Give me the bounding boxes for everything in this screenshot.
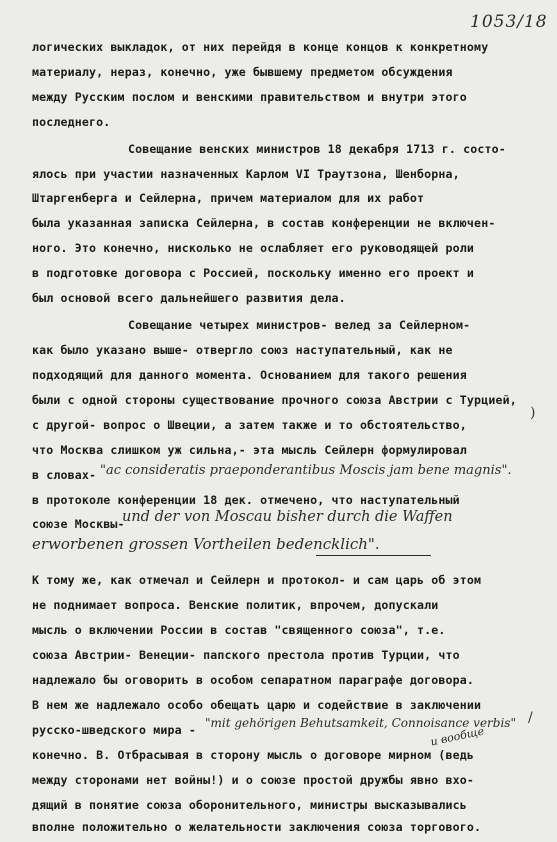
handwritten-german-quote: und der von Moscau bisher durch die Waffen [122,509,453,525]
text-line: ного. Это конечно, нисколько не ослабляет его руководящей роли [32,241,475,255]
text-line: мысль о включении России в состав "священного союза", т.е. [32,623,446,637]
text-line: был основой всего дальнейшего развития дела. [32,291,346,305]
text-line: материалу, нераз, конечно, уже бывшему предметом обсуждения [32,65,453,79]
text-line: К тому же, как отмечал и Сейлерн и протокол- и сам царь об этом [32,573,482,587]
text-line: что Москва слишком уж сильна,- эта мысль Сейлерн формулировал [32,443,467,457]
text-line: русско-шведского мира - [32,723,196,737]
handwritten-underline [316,555,431,556]
text-line: ялось при участии назначенных Карлом VI Траутзона, Шенборна, [32,167,460,181]
handwritten-german-quote: "mit gehörigen Behutsamkeit, Connoisance verbis" [205,716,516,730]
margin-mark: ) [530,405,536,421]
handwritten-german-quote: erworbenen grossen Vortheilen bedencklich". [32,535,380,553]
text-line: в протоколе конференции 18 дек. отмечено, что наступательный [32,493,460,507]
text-line: Штаргенберга и Сейлерна, причем материалом для их работ [32,191,425,205]
text-line: между сторонами нет войны!) и о союзе простой дружбы явно вхо- [32,773,475,787]
text-line: союзе Москвы- [32,517,125,531]
text-line: последнего. [32,115,111,129]
folio-number: 1053/18 [470,12,548,32]
handwritten-latin-quote: "ac consideratis praeponderantibus Moscis jam bene magnis". [100,463,512,478]
text-line: подходящий для данного момента. Основанием для такого решения [32,368,467,382]
text-line: вполне положительно о желательности заключения союза торгового. [32,820,482,834]
text-line: в подготовке договора с Россией, поскольку именно его проект и [32,266,475,280]
margin-mark: / [528,710,533,726]
text-line: не поднимает вопроса. Венские политик, впрочем, допускали [32,598,439,612]
handwritten-insertion: и вообще [429,724,486,749]
text-line: В нем же надлежало особо обещать царю и содействие в заключении [32,698,482,712]
text-line: союза Австрии- Венеции- папского престола против Турции, что [32,648,460,662]
text-line: между Русским послом и венскими правительством и внутри этого [32,90,467,104]
text-line: конечно. В. Отбрасывая в сторону мысль о договоре мирном (ведь [32,748,475,762]
text-line: в словах- [32,468,97,482]
text-line: как было указано выше- отвергло союз наступательный, как не [32,343,453,357]
text-line: были с одной стороны существование прочного союза Австрии с Турцией, [32,393,517,407]
text-line: с другой- вопрос о Швеции, а затем также и то обстоятельство, [32,418,467,432]
text-line: логических выкладок, от них перейдя в конце концов к конкретному [32,40,489,54]
text-line: была указанная записка Сейлерна, в состав конференции не включен- [32,216,496,230]
text-line: Совещание венских министров 18 декабря 1713 г. состо- [128,142,506,156]
text-line: Совещание четырех министров- велед за Сейлерном- [128,318,471,332]
text-line: дящий в понятие союза оборонительного, министры высказывались [32,798,467,812]
text-line: надлежало бы оговорить в особом сепаратном параграфе договора. [32,673,475,687]
